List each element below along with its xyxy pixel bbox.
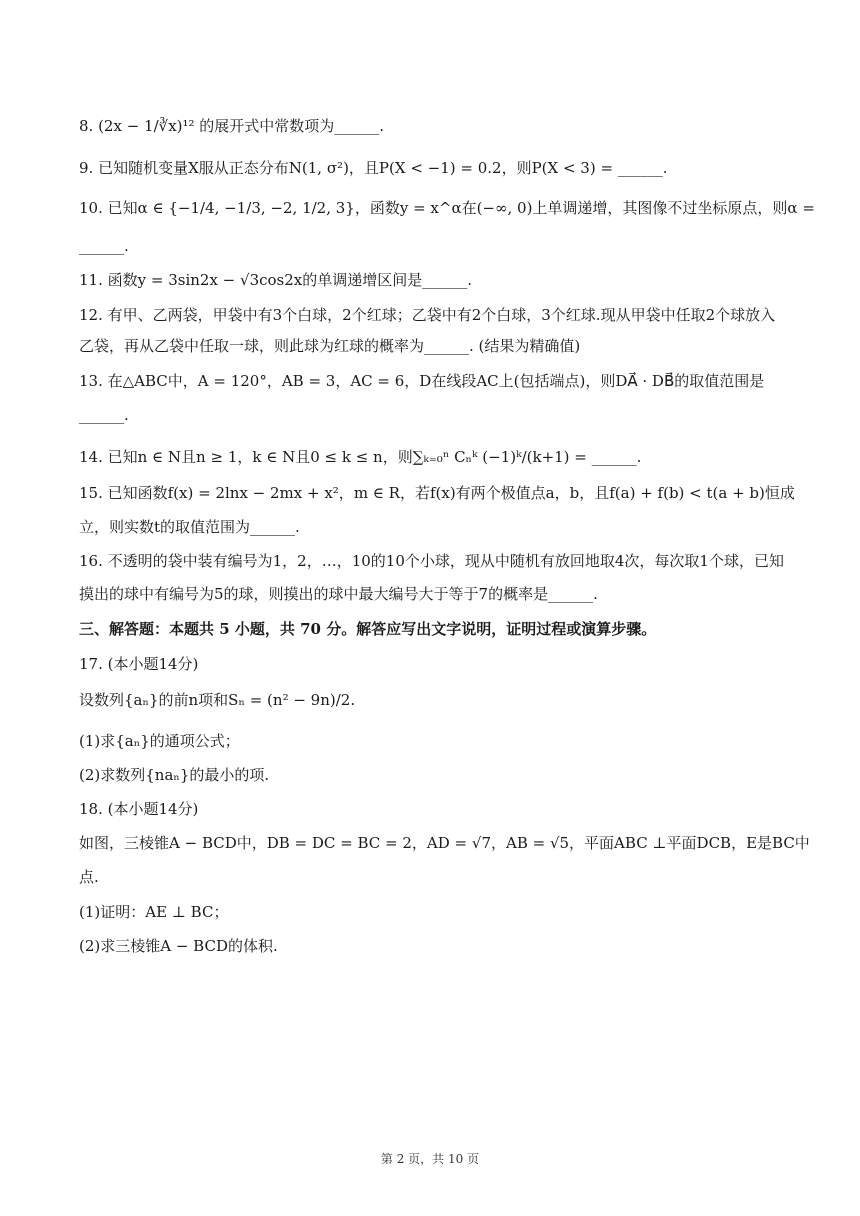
problem-11: 11. 函数y = 3sin2x − √3cos2x的单调递增区间是______.	[79, 271, 473, 289]
problem-13-line1: 13. 在△ABC中，A = 120°，AB = 3，AC = 6，D在线段AC上(包括端点)，则DA⃗ · DB⃗的取值范围是	[79, 372, 765, 390]
problem-12-line1: 12. 有甲、乙两袋，甲袋中有3个白球，2个红球；乙袋中有2个白球，3个红球.现从甲袋中任取2个球放入	[79, 306, 776, 324]
problem-15-line1: 15. 已知函数f(x) = 2lnx − 2mx + x²，m ∈ R，若f(x)有两个极值点a，b，且f(a) + f(b) < t(a + b)恒成	[79, 484, 795, 502]
problem-9: 9. 已知随机变量X服从正态分布N(1, σ²)，且P(X < −1) = 0.2，则P(X < 3) = ______.	[79, 159, 668, 177]
q17-heading: 17. (本小题14分)	[79, 655, 199, 673]
problem-13-line2: ______.	[79, 406, 129, 424]
problem-14: 14. 已知n ∈ N且n ≥ 1，k ∈ N且0 ≤ k ≤ n，则∑ₖ₌₀ⁿ Cₙᵏ (−1)ᵏ/(k+1) = ______.	[79, 448, 642, 466]
problem-16-line2: 摸出的球中有编号为5的球，则摸出的球中最大编号大于等于7的概率是______.	[79, 585, 598, 603]
problem-16-line1: 16. 不透明的袋中装有编号为1，2，…，10的10个小球，现从中随机有放回地取4次，每次取1个球，已知	[79, 552, 784, 570]
q18-stem-line2: 点.	[79, 868, 99, 886]
q18-part2: (2)求三棱锥A − BCD的体积.	[79, 937, 278, 955]
problem-12-line2: 乙袋，再从乙袋中任取一球，则此球为红球的概率为______. (结果为精确值)	[79, 337, 581, 355]
q18-part1: (1)证明：AE ⊥ BC；	[79, 903, 229, 921]
section-3-heading: 三、解答题：本题共 5 小题，共 70 分。解答应写出文字说明，证明过程或演算步骤。	[79, 620, 657, 638]
q17-part2: (2)求数列{naₙ}的最小的项.	[79, 766, 270, 784]
q18-heading: 18. (本小题14分)	[79, 800, 199, 818]
problem-10-line2: ______.	[79, 237, 129, 255]
problem-15-line2: 立，则实数t的取值范围为______.	[79, 518, 300, 536]
page-footer: 第 2 页，共 10 页	[380, 1152, 480, 1166]
problem-10-line1: 10. 已知α ∈ {−1/4, −1/3, −2, 1/2, 3}，函数y = x^α在(−∞, 0)上单调递增，其图像不过坐标原点，则α =	[79, 199, 815, 217]
problem-8: 8. (2x − 1/∛x)¹² 的展开式中常数项为______.	[79, 117, 385, 135]
q17-stem: 设数列{aₙ}的前n项和Sₙ = (n² − 9n)/2.	[79, 691, 356, 709]
q17-part1: (1)求{aₙ}的通项公式；	[79, 732, 240, 750]
q18-stem-line1: 如图，三棱锥A − BCD中，DB = DC = BC = 2，AD = √7，AB = √5，平面ABC ⊥平面DCB，E是BC中	[79, 834, 810, 852]
